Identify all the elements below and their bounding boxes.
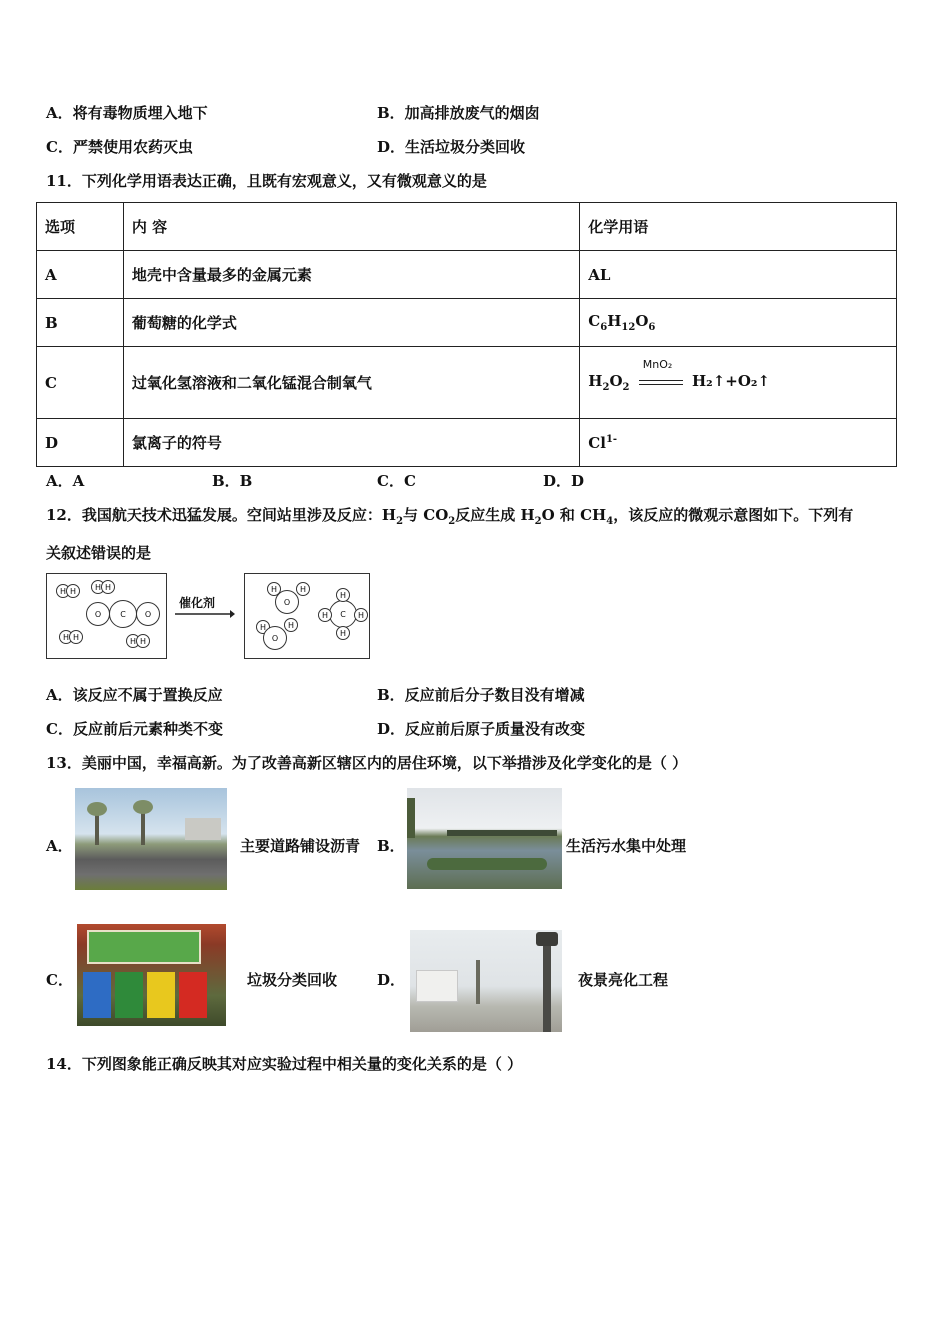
trash-bins-photo xyxy=(77,924,226,1026)
equation-condition xyxy=(639,358,683,392)
q12-stem-line1: 12．我国航天技术迅猛发展。空间站里涉及反应：$H_2$与 $CO_2$反应生成 $H_2O$ 和 $CH_4$，该反应的微观示意图如下。下列有 xyxy=(46,506,854,527)
atom-h: H xyxy=(136,634,150,648)
q12-option-c: C．反应前后元素种类不变 xyxy=(46,720,223,738)
reactants-box xyxy=(46,573,167,659)
catalyst-text: 催化剂 xyxy=(179,596,216,610)
atom-h: H xyxy=(66,584,80,598)
atom-h: H xyxy=(126,634,140,648)
atom-h: H xyxy=(59,630,73,644)
atom-h: H xyxy=(336,588,350,602)
table-cell-term: $C_6H_{12}O_6$ xyxy=(580,299,897,347)
table-header-cell: 化学用语 xyxy=(580,203,897,251)
atom-h: H xyxy=(256,620,270,634)
table-cell-content: 氯离子的符号 xyxy=(123,419,579,467)
q11-stem: 11．下列化学用语表达正确，且既有宏观意义，又有微观意义的是 xyxy=(46,172,487,190)
table-cell-equation xyxy=(580,347,897,419)
atom-o: O xyxy=(86,602,110,626)
table-cell-content: 葡萄糖的化学式 xyxy=(123,299,579,347)
q13-option-c-letter: C． xyxy=(46,971,73,989)
q10-option-b: B．加高排放废气的烟囱 xyxy=(377,104,540,122)
atom-c: C xyxy=(109,600,137,628)
q12-option-d: D．反应前后原子质量没有改变 xyxy=(377,720,586,738)
table-cell-option: B xyxy=(37,299,124,347)
atom-o: O xyxy=(136,602,160,626)
q11-option-d: D．D xyxy=(543,472,585,490)
q11-option-b: B．B xyxy=(212,472,253,490)
q13-option-b-text: 生活污水集中处理 xyxy=(566,837,687,855)
table-cell-option: A xyxy=(37,251,124,299)
q10-option-c: C．严禁使用农药灭虫 xyxy=(46,138,193,156)
q13-stem: 13．美丽中国，幸福高新。为了改善高新区辖区内的居住环境，以下举措涉及化学变化的是（ ） xyxy=(46,754,688,772)
atom-o: O xyxy=(275,590,299,614)
products-box xyxy=(244,573,370,659)
table-header-cell: 内 容 xyxy=(123,203,579,251)
q12-stem-line2: 关叙述错误的是 xyxy=(46,544,152,562)
atom-h: H xyxy=(267,582,281,596)
q13-option-a-letter: A． xyxy=(46,837,73,855)
table-row xyxy=(37,347,897,419)
q12-option-b: B．反应前后分子数目没有增减 xyxy=(377,686,585,704)
table-cell-content: 过氧化氢溶液和二氧化锰混合制氧气 xyxy=(123,347,579,419)
street-lamp-photo xyxy=(410,930,562,1032)
sewage-pond-photo xyxy=(407,788,562,889)
equation-reactant: $H_2O_2$ xyxy=(588,372,630,393)
atom-h: H xyxy=(69,630,83,644)
atom-o: O xyxy=(263,626,287,650)
equation-product: H₂↑+O₂↑ xyxy=(691,372,771,390)
table-row xyxy=(37,299,897,347)
q12-option-a: A．该反应不属于置换反应 xyxy=(46,686,223,704)
q13-option-d-letter: D． xyxy=(377,971,406,989)
atom-h: H xyxy=(101,580,115,594)
q11-table xyxy=(36,202,897,467)
table-header-row xyxy=(37,203,897,251)
atom-h: H xyxy=(318,608,332,622)
q13-option-c-text: 垃圾分类回收 xyxy=(247,971,338,989)
table-cell-option: D xyxy=(37,419,124,467)
table-header-cell: 选项 xyxy=(37,203,124,251)
atom-h: H xyxy=(296,582,310,596)
atom-c: C xyxy=(329,600,357,628)
q11-option-c: C．C xyxy=(377,472,416,490)
road-asphalt-photo xyxy=(75,788,227,890)
q10-option-a: A．将有毒物质埋入地下 xyxy=(46,104,208,122)
table-cell-term: $Cl^{1-}$ xyxy=(580,419,897,467)
table-cell-term: AL xyxy=(580,251,897,299)
atom-h: H xyxy=(336,626,350,640)
reaction-arrow-icon xyxy=(174,609,236,619)
q11-option-a: A．A xyxy=(46,472,85,490)
q13-option-b-letter: B． xyxy=(377,837,405,855)
catalyst-label: MnO₂ xyxy=(642,358,673,371)
table-row xyxy=(37,419,897,467)
table-row xyxy=(37,251,897,299)
q13-option-a-text: 主要道路铺设沥青 xyxy=(240,837,361,855)
table-cell-option: C xyxy=(37,347,124,419)
atom-h: H xyxy=(91,580,105,594)
q10-option-d: D．生活垃圾分类回收 xyxy=(377,138,526,156)
atom-h: H xyxy=(354,608,368,622)
q14-stem: 14．下列图象能正确反映其对应实验过程中相关量的变化关系的是（ ） xyxy=(46,1055,523,1073)
atom-h: H xyxy=(284,618,298,632)
table-cell-content: 地壳中含量最多的金属元素 xyxy=(123,251,579,299)
atom-h: H xyxy=(56,584,70,598)
q13-option-d-text: 夜景亮化工程 xyxy=(578,971,669,989)
